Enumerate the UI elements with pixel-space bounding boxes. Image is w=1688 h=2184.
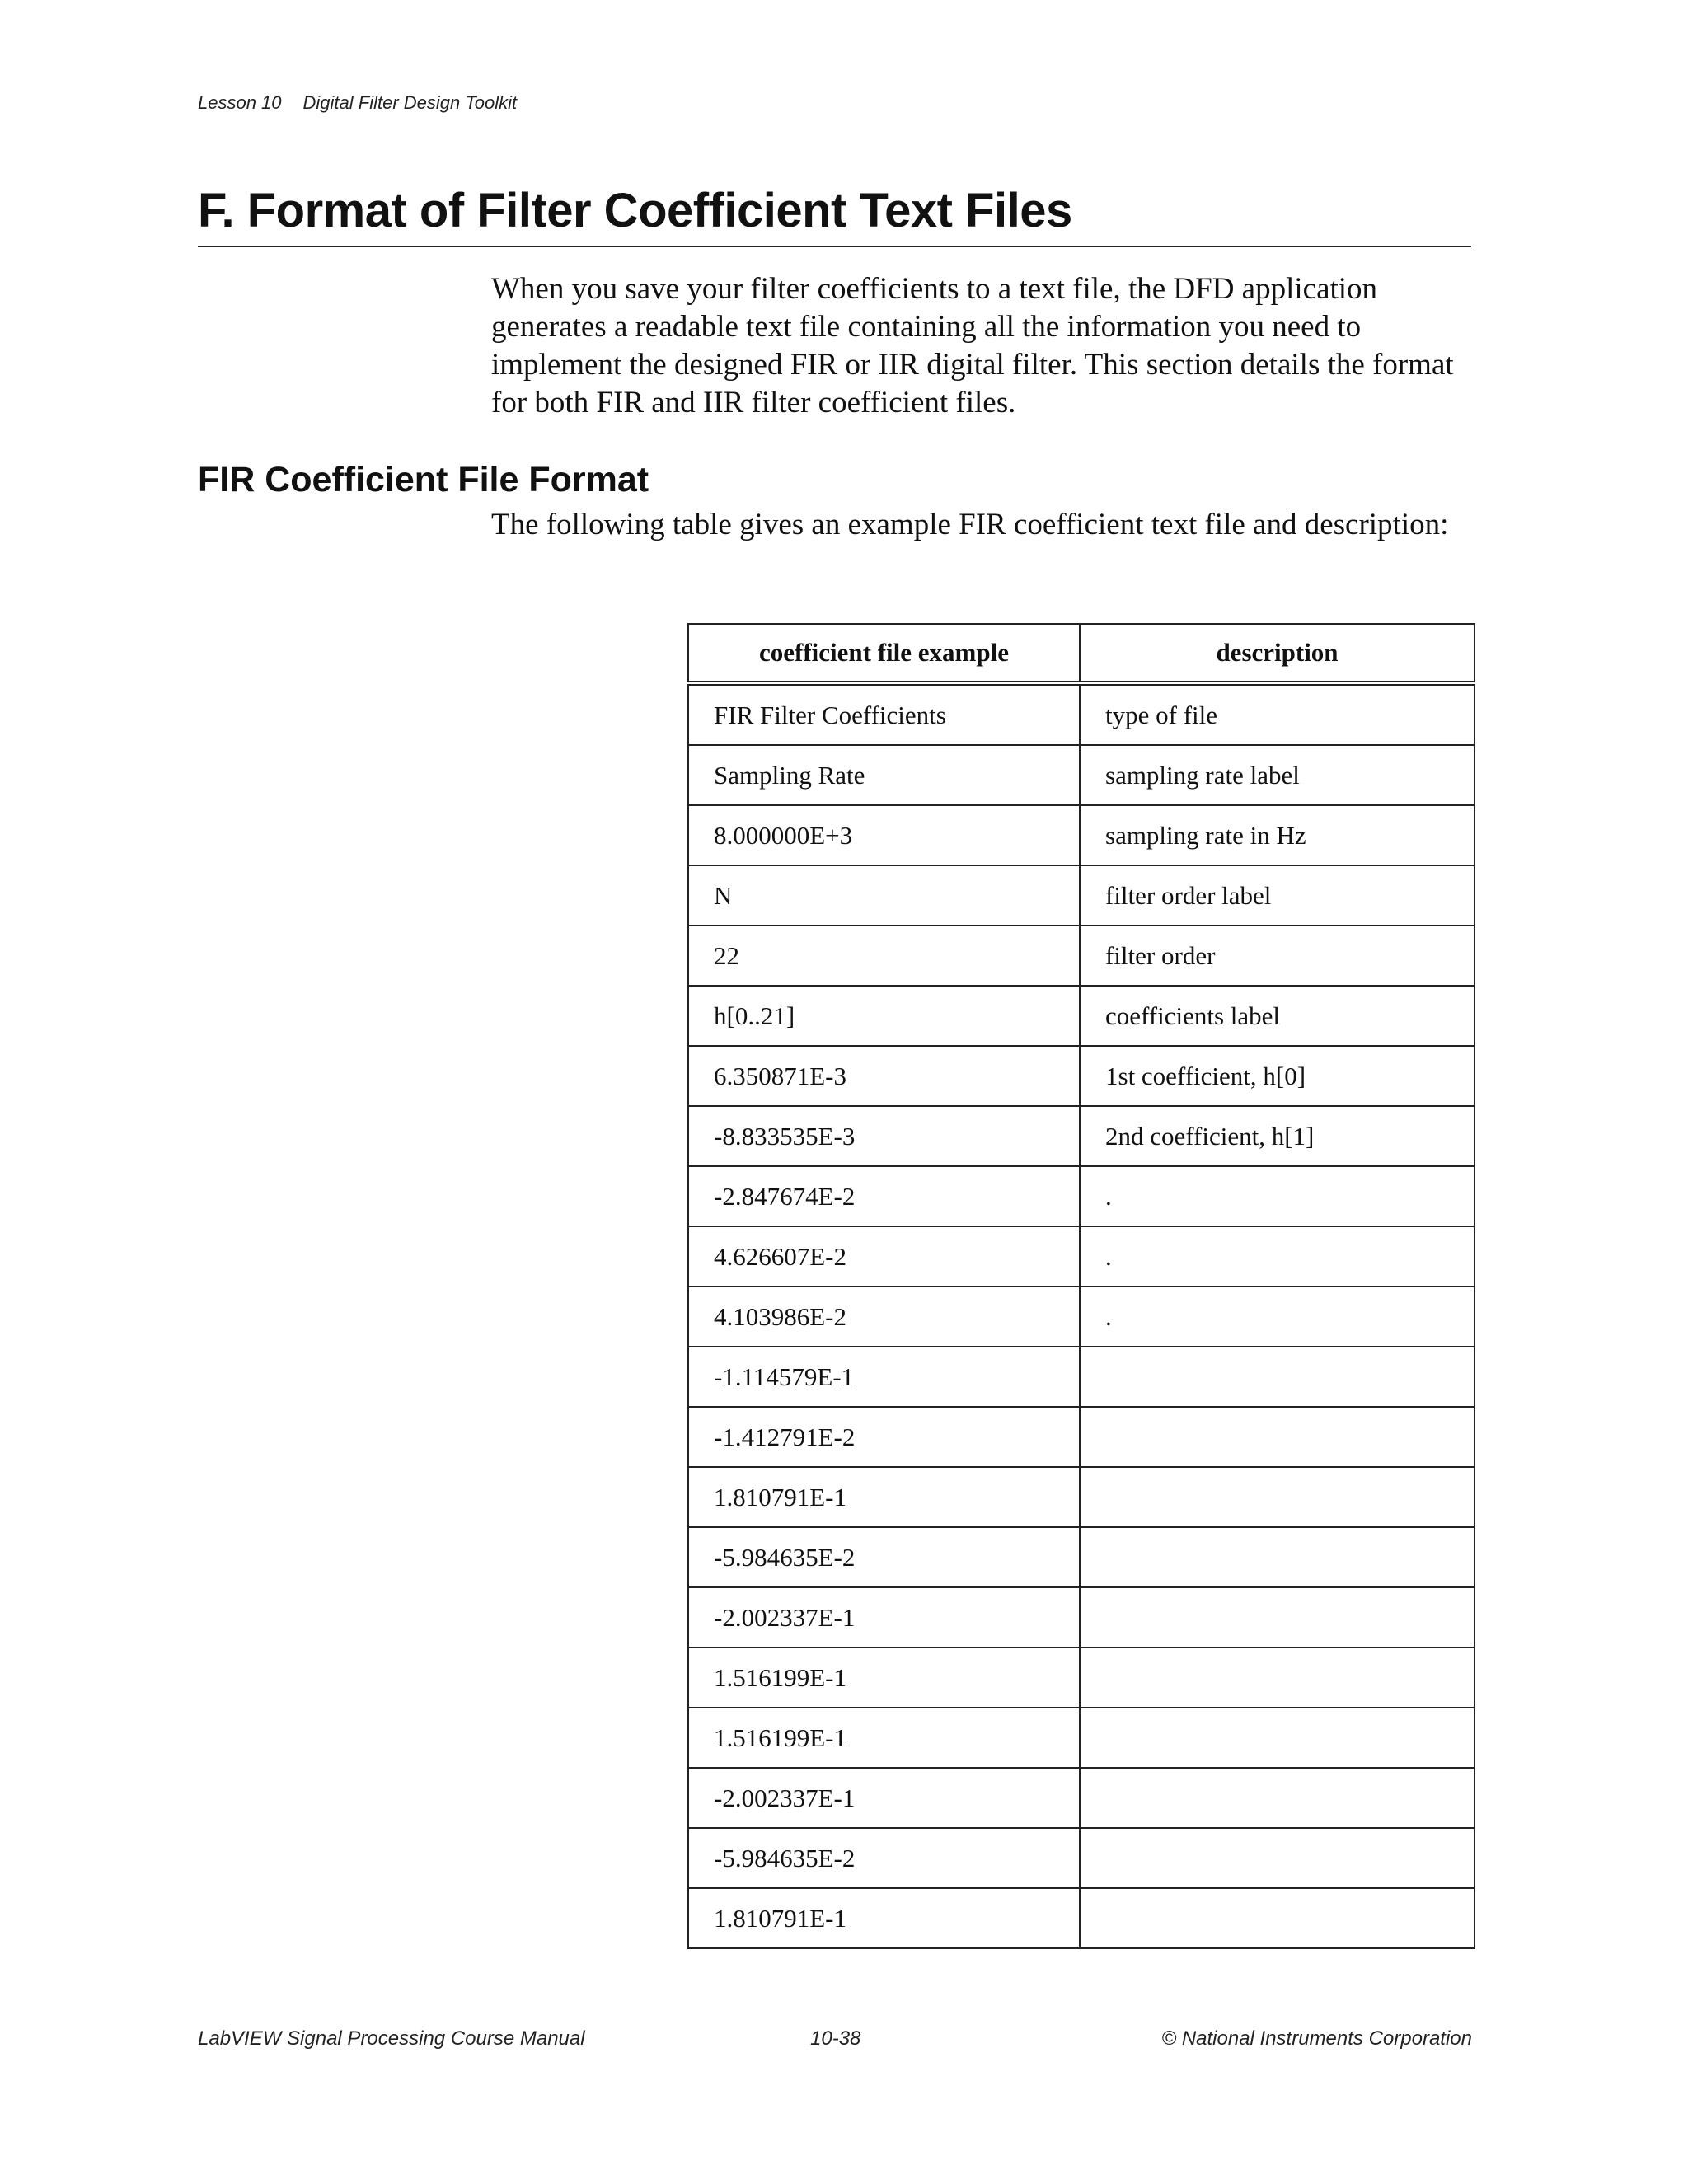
cell-description <box>1080 1527 1475 1587</box>
cell-file-example: -5.984635E-2 <box>688 1828 1080 1888</box>
table-row <box>688 1708 1475 1768</box>
cell-file-example: 1.516199E-1 <box>688 1708 1080 1768</box>
cell-file-example: -1.114579E-1 <box>688 1347 1080 1407</box>
table-row <box>688 1166 1475 1226</box>
table-row <box>688 926 1475 986</box>
cell-description <box>1080 1647 1475 1708</box>
cell-file-example: 8.000000E+3 <box>688 805 1080 865</box>
cell-file-example: Sampling Rate <box>688 745 1080 805</box>
lesson-title: Digital Filter Design Toolkit <box>302 92 518 113</box>
cell-description <box>1080 1888 1475 1948</box>
table-body <box>688 683 1475 1948</box>
table-row <box>688 1347 1475 1407</box>
table-row <box>688 1286 1475 1347</box>
cell-description <box>1080 1467 1475 1527</box>
cell-description <box>1080 1347 1475 1407</box>
footer-page-number: 10-38 <box>810 2027 861 2050</box>
cell-file-example: 4.626607E-2 <box>688 1226 1080 1286</box>
cell-file-example: h[0..21] <box>688 986 1080 1046</box>
cell-file-example: 1.810791E-1 <box>688 1467 1080 1527</box>
cell-description: type of file <box>1080 683 1475 745</box>
table-row <box>688 1467 1475 1527</box>
table-row <box>688 986 1475 1046</box>
cell-file-example: -2.002337E-1 <box>688 1768 1080 1828</box>
cell-description: . <box>1080 1286 1475 1347</box>
cell-file-example: -2.002337E-1 <box>688 1587 1080 1647</box>
table-row <box>688 865 1475 926</box>
cell-file-example: FIR Filter Coefficients <box>688 683 1080 745</box>
cell-description <box>1080 1587 1475 1647</box>
table-row <box>688 1828 1475 1888</box>
table-row <box>688 683 1475 745</box>
cell-description <box>1080 1828 1475 1888</box>
cell-description: sampling rate in Hz <box>1080 805 1475 865</box>
footer-manual-title: LabVIEW Signal Processing Course Manual <box>198 2027 585 2050</box>
table-row <box>688 805 1475 865</box>
footer-copyright: © National Instruments Corporation <box>1161 2027 1472 2050</box>
subsection-title: FIR Coefficient File Format <box>198 460 649 499</box>
cell-file-example: 6.350871E-3 <box>688 1046 1080 1106</box>
cell-file-example: 1.810791E-1 <box>688 1888 1080 1948</box>
cell-file-example: N <box>688 865 1080 926</box>
lesson-number: Lesson 10 <box>198 92 282 113</box>
table-lead-paragraph: The following table gives an example FIR coefficient text file and description: <box>491 508 1449 541</box>
cell-description: . <box>1080 1226 1475 1286</box>
cell-description: . <box>1080 1166 1475 1226</box>
column-header-description: description <box>1080 624 1475 683</box>
cell-description: coefficients label <box>1080 986 1475 1046</box>
cell-file-example: -8.833535E-3 <box>688 1106 1080 1166</box>
table-row <box>688 1587 1475 1647</box>
table-header-row <box>688 624 1475 683</box>
section-title: F. Format of Filter Coefficient Text Files <box>198 180 1471 247</box>
cell-description: 2nd coefficient, h[1] <box>1080 1106 1475 1166</box>
cell-file-example: -5.984635E-2 <box>688 1527 1080 1587</box>
coefficient-table <box>687 623 1475 1949</box>
cell-description <box>1080 1768 1475 1828</box>
running-header <box>198 92 517 114</box>
cell-file-example: 1.516199E-1 <box>688 1647 1080 1708</box>
cell-file-example: 22 <box>688 926 1080 986</box>
cell-file-example: -2.847674E-2 <box>688 1166 1080 1226</box>
table-row <box>688 1226 1475 1286</box>
cell-description <box>1080 1407 1475 1467</box>
table-row <box>688 745 1475 805</box>
table-row <box>688 1527 1475 1587</box>
cell-file-example: -1.412791E-2 <box>688 1407 1080 1467</box>
cell-file-example: 4.103986E-2 <box>688 1286 1080 1347</box>
column-header-example: coefficient file example <box>688 624 1080 683</box>
table-row <box>688 1888 1475 1948</box>
cell-description: filter order <box>1080 926 1475 986</box>
intro-paragraph: When you save your filter coefficients to a text file, the DFD application generates a readable text file containing all the information you need to implement the designed FIR or IIR digital filter. This section details the format for both FIR and IIR filter coefficient files. <box>491 272 1454 419</box>
table-row <box>688 1106 1475 1166</box>
table-row <box>688 1407 1475 1467</box>
cell-description: sampling rate label <box>1080 745 1475 805</box>
table-row <box>688 1046 1475 1106</box>
cell-description: 1st coefficient, h[0] <box>1080 1046 1475 1106</box>
table-row <box>688 1768 1475 1828</box>
cell-description: filter order label <box>1080 865 1475 926</box>
table-row <box>688 1647 1475 1708</box>
cell-description <box>1080 1708 1475 1768</box>
